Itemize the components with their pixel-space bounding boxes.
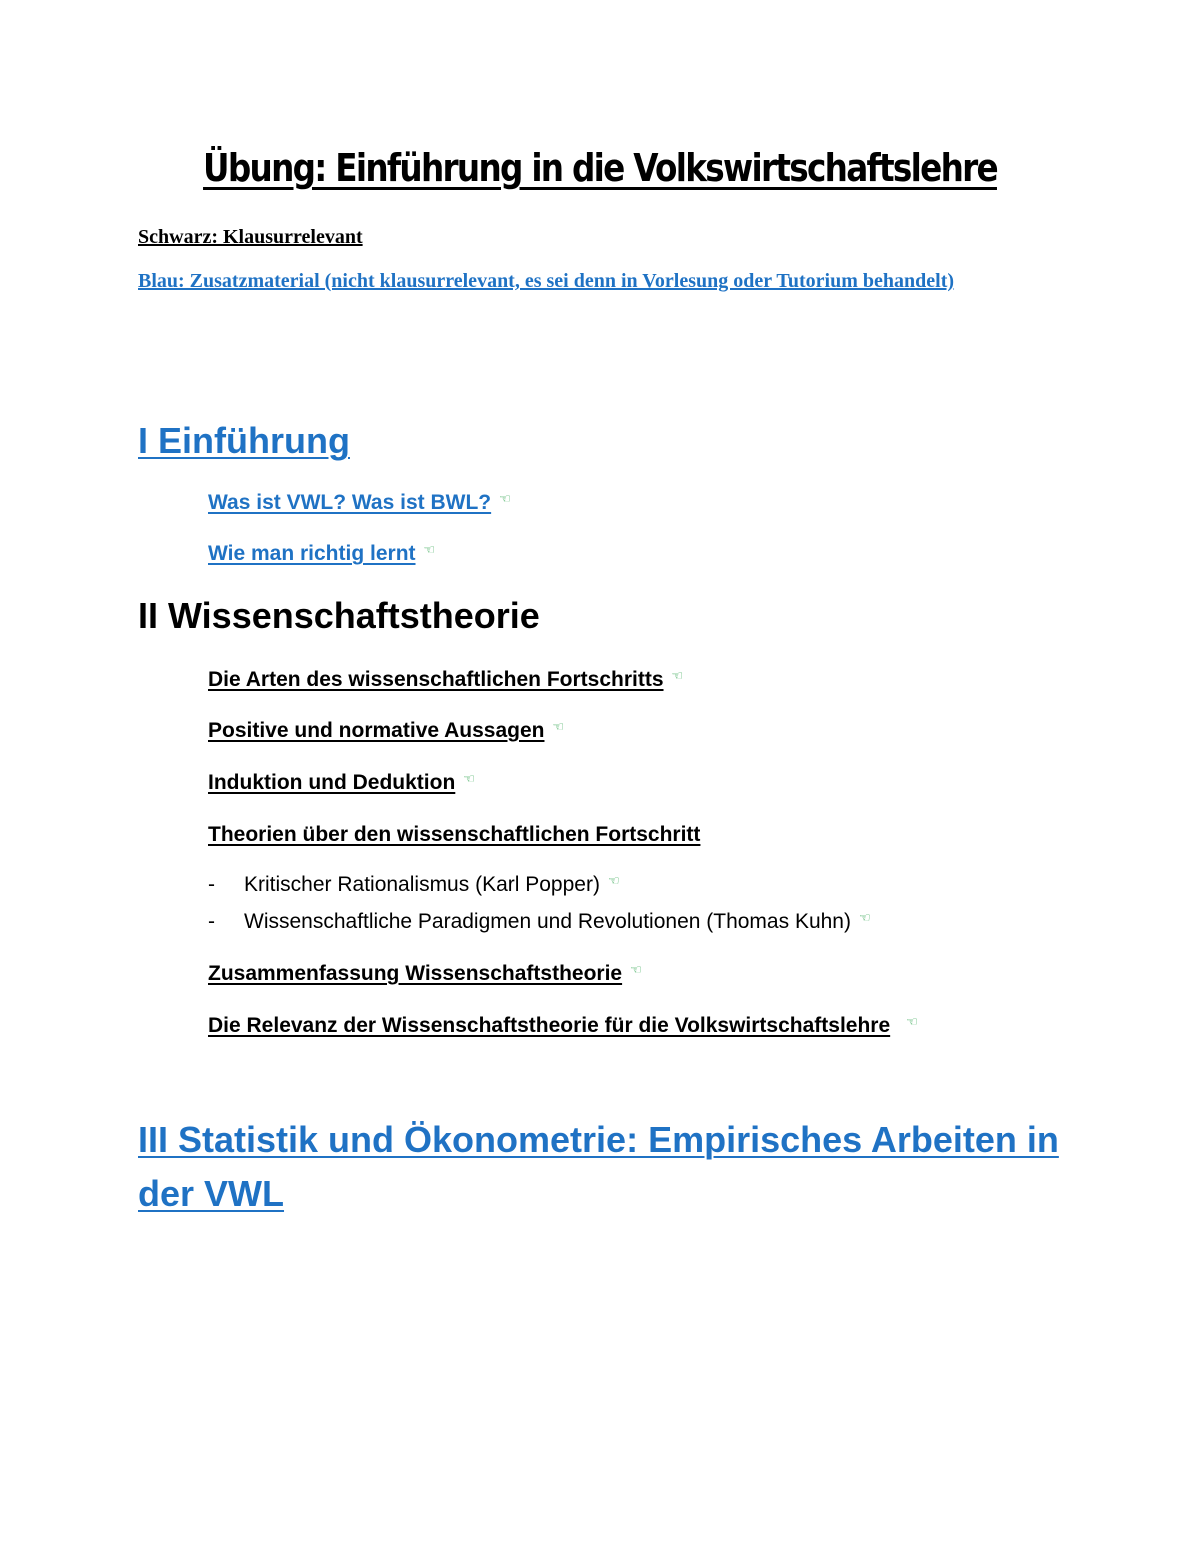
item-induktion-deduktion[interactable] xyxy=(208,769,475,799)
legend-black-relevant: Schwarz: Klausurrelevant xyxy=(138,226,363,248)
bullet-kritischer-rationalismus[interactable] xyxy=(208,871,620,901)
pointing-hand-icon: ☜ xyxy=(463,771,475,786)
item-label[interactable]: Die Relevanz der Wissenschaftstheorie für die Volkswirtschaftslehre xyxy=(208,1014,891,1037)
item-label: Theorien über den wissenschaftlichen Fortschritt xyxy=(208,823,701,846)
item-relevanz[interactable] xyxy=(208,1012,918,1042)
link-wie-man-richtig-lernt[interactable] xyxy=(208,540,435,570)
item-label[interactable]: Zusammenfassung Wissenschaftstheorie xyxy=(208,962,623,985)
pointing-hand-icon: ☜ xyxy=(552,719,565,734)
pointing-hand-icon: ☜ xyxy=(499,491,511,506)
link-label[interactable]: Wie man richtig lernt xyxy=(208,542,416,565)
section-heading-einfuehrung[interactable]: I Einführung xyxy=(138,420,350,461)
bullet-dash: - xyxy=(208,873,215,896)
pointing-hand-icon: ☜ xyxy=(858,910,871,925)
item-theorien-fortschritt xyxy=(208,821,700,849)
pointing-hand-icon: ☜ xyxy=(423,542,436,557)
bullet-paradigmen-kuhn[interactable] xyxy=(208,908,871,938)
pointing-hand-icon: ☜ xyxy=(671,668,684,683)
pointing-hand-icon: ☜ xyxy=(906,1014,918,1029)
item-positive-normative[interactable] xyxy=(208,717,564,747)
item-label[interactable]: Positive und normative Aussagen xyxy=(208,719,545,742)
section-heading-wissenschaftstheorie: II Wissenschaftstheorie xyxy=(138,595,540,636)
pointing-hand-icon: ☜ xyxy=(630,962,642,977)
link-was-ist-vwl[interactable] xyxy=(208,489,511,519)
bullet-label[interactable]: Kritischer Rationalismus (Karl Popper) xyxy=(244,873,600,896)
legend-blue-supplementary: Blau: Zusatzmaterial (nicht klausurrelevant, es sei denn in Vorlesung oder Tutorium behandelt) xyxy=(138,270,955,292)
item-zusammenfassung[interactable] xyxy=(208,960,642,990)
bullet-label[interactable]: Wissenschaftliche Paradigmen und Revolutionen (Thomas Kuhn) xyxy=(244,910,851,933)
link-label[interactable]: Was ist VWL? Was ist BWL? xyxy=(208,491,492,514)
section-heading-statistik-oekonometrie[interactable]: III Statistik und Ökonometrie: Empirisches Arbeiten in der VWL xyxy=(138,1119,1059,1214)
pointing-hand-icon: ☜ xyxy=(607,873,620,888)
bullet-dash: - xyxy=(208,910,215,933)
item-arten-fortschritt[interactable] xyxy=(208,666,683,696)
document-title: Übung: Einführung in die Volkswirtschaftslehre xyxy=(203,146,997,190)
item-label[interactable]: Induktion und Deduktion xyxy=(208,771,456,794)
item-label[interactable]: Die Arten des wissenschaftlichen Fortschritts xyxy=(208,668,664,691)
